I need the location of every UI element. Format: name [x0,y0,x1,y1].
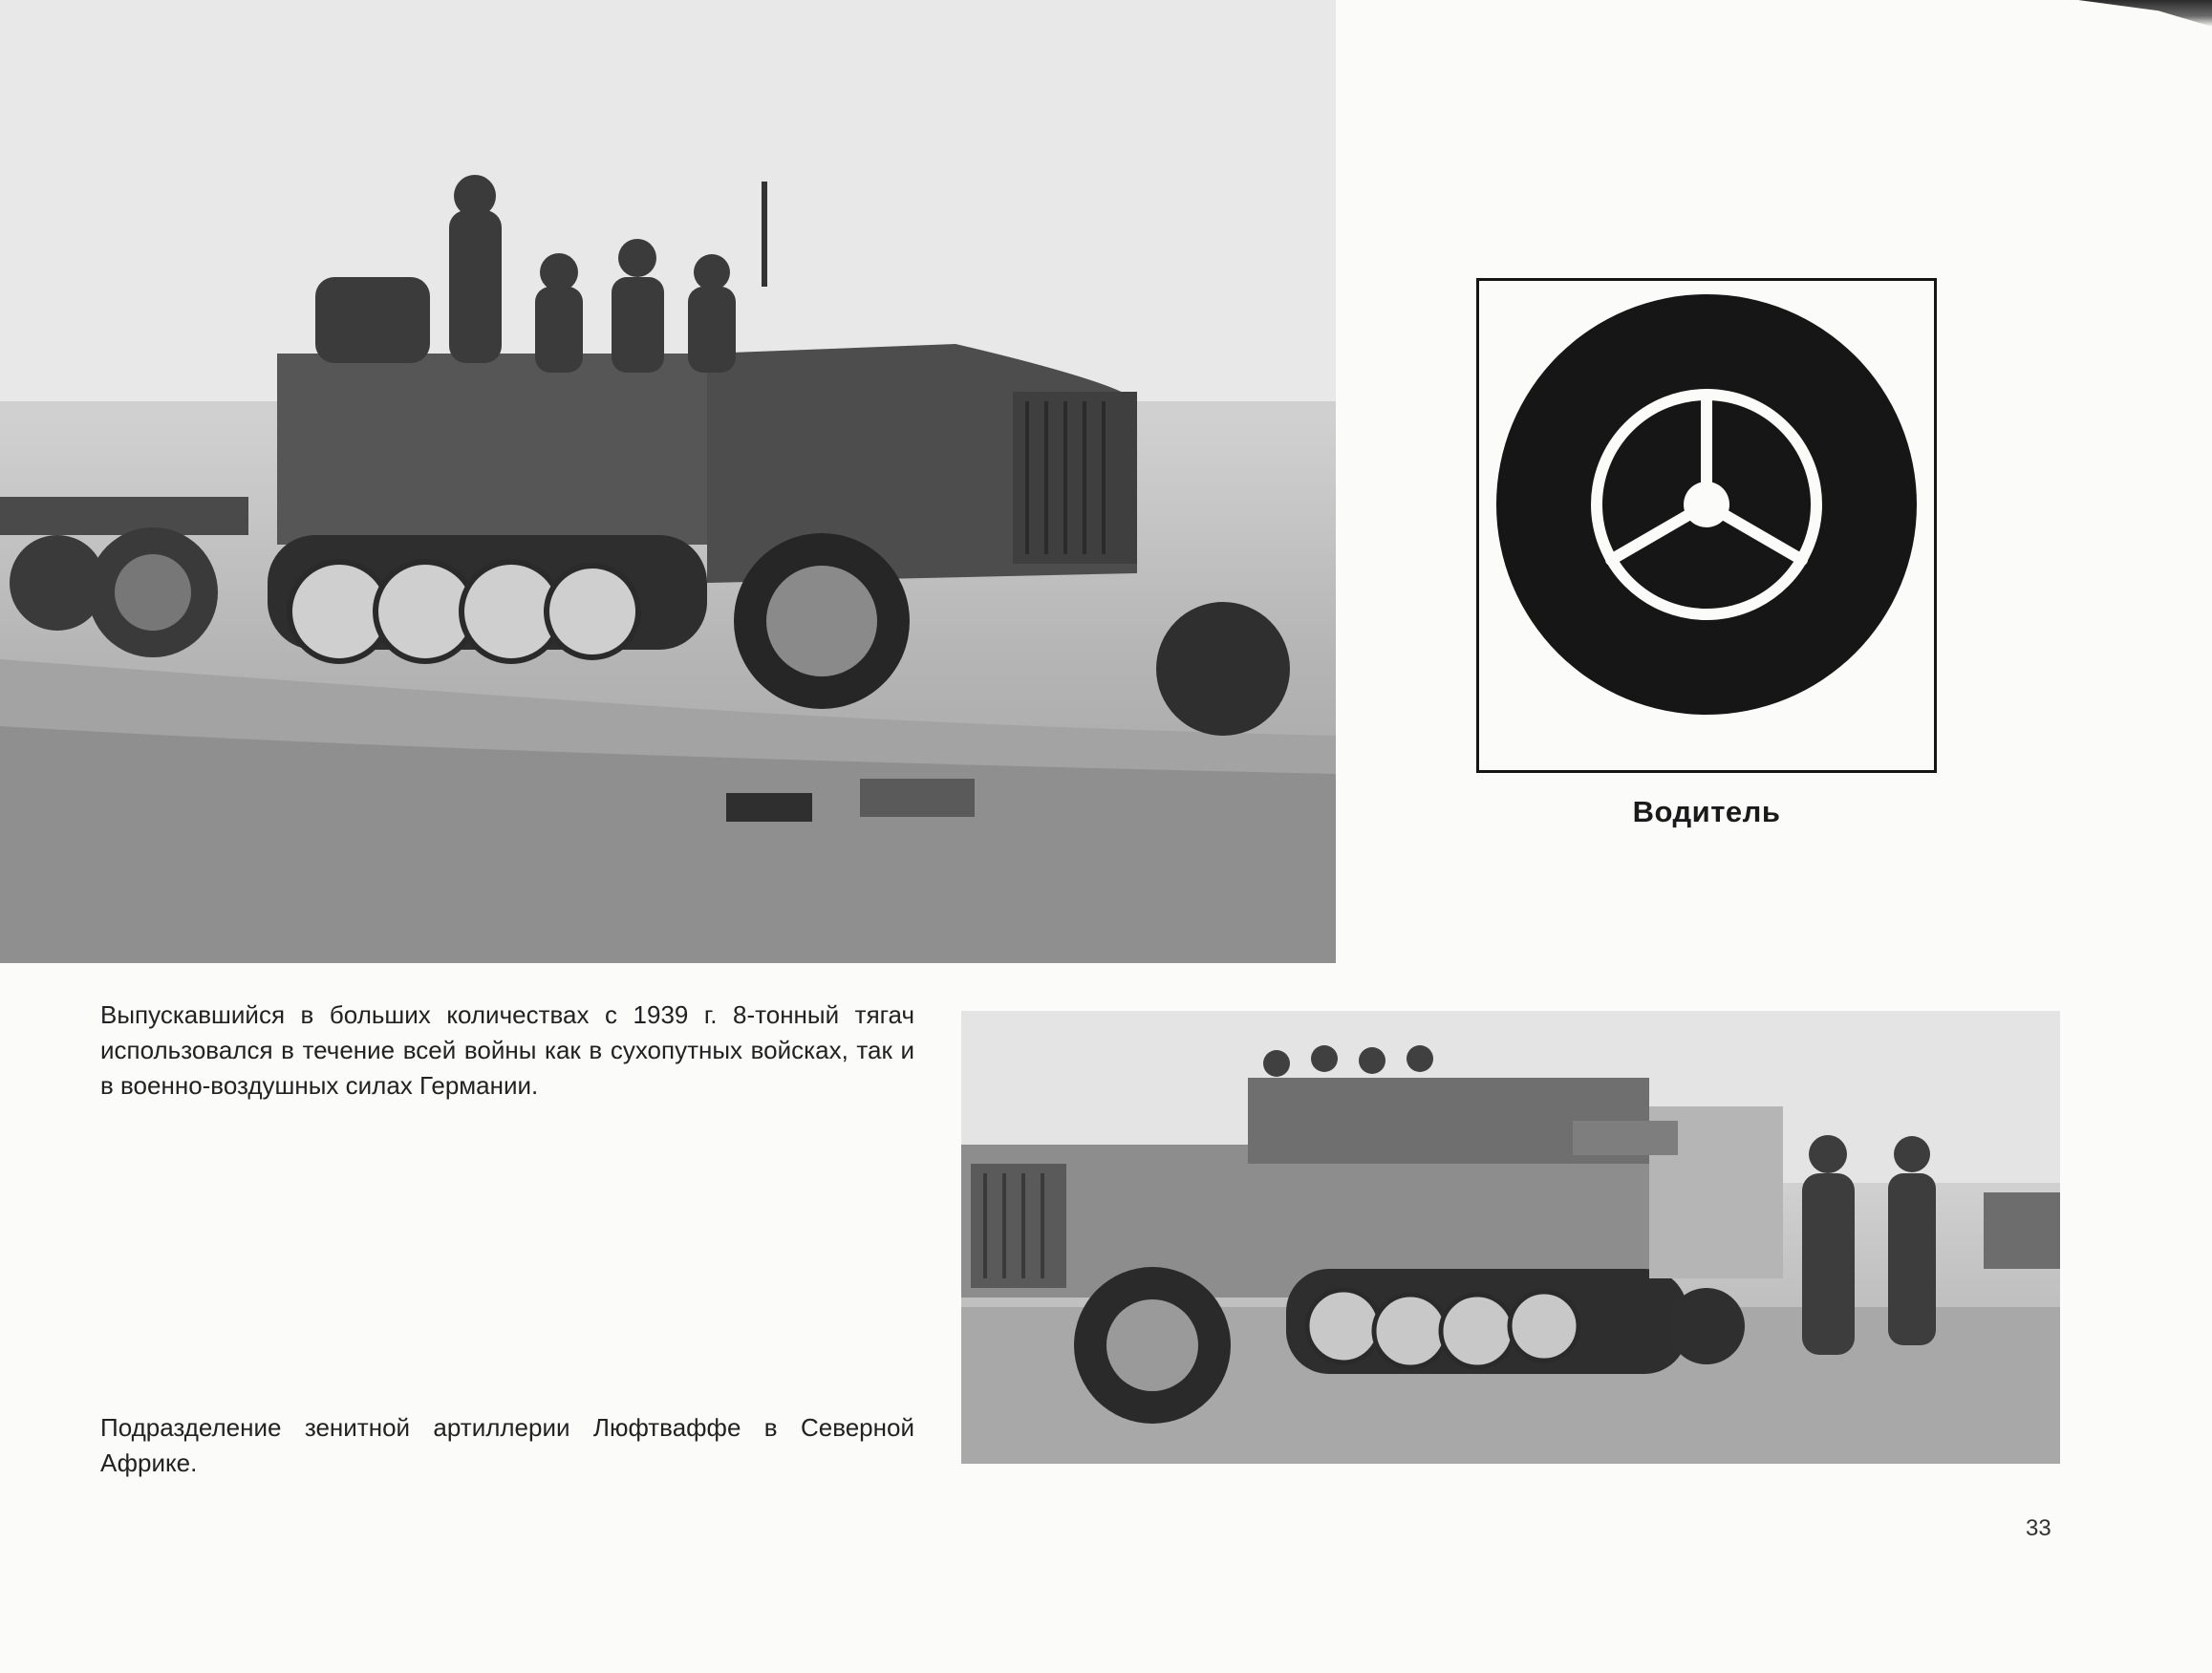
photo-halftrack-tractor [0,0,1336,963]
page-corner-shadow [2078,0,2212,27]
photo-caption-tractor: Выпускавшийся в больших количествах с 1939 г. 8-тонный тягач использовался в течение всей войны как в сухопутных войсках, так и в военно-воздушных силах Германии. [100,1000,914,1100]
photo-luftwaffe-flak-unit [961,1011,2060,1464]
photo-caption-flak-unit: Подразделение зенитной артиллерии Люфтваффе в Северной Африке. [100,1413,914,1477]
page-number: 33 [2026,1515,2051,1541]
insignia-caption: Водитель [1632,795,1781,828]
driver-insignia-frame [1476,278,1937,773]
steering-wheel-icon [1479,281,1934,770]
